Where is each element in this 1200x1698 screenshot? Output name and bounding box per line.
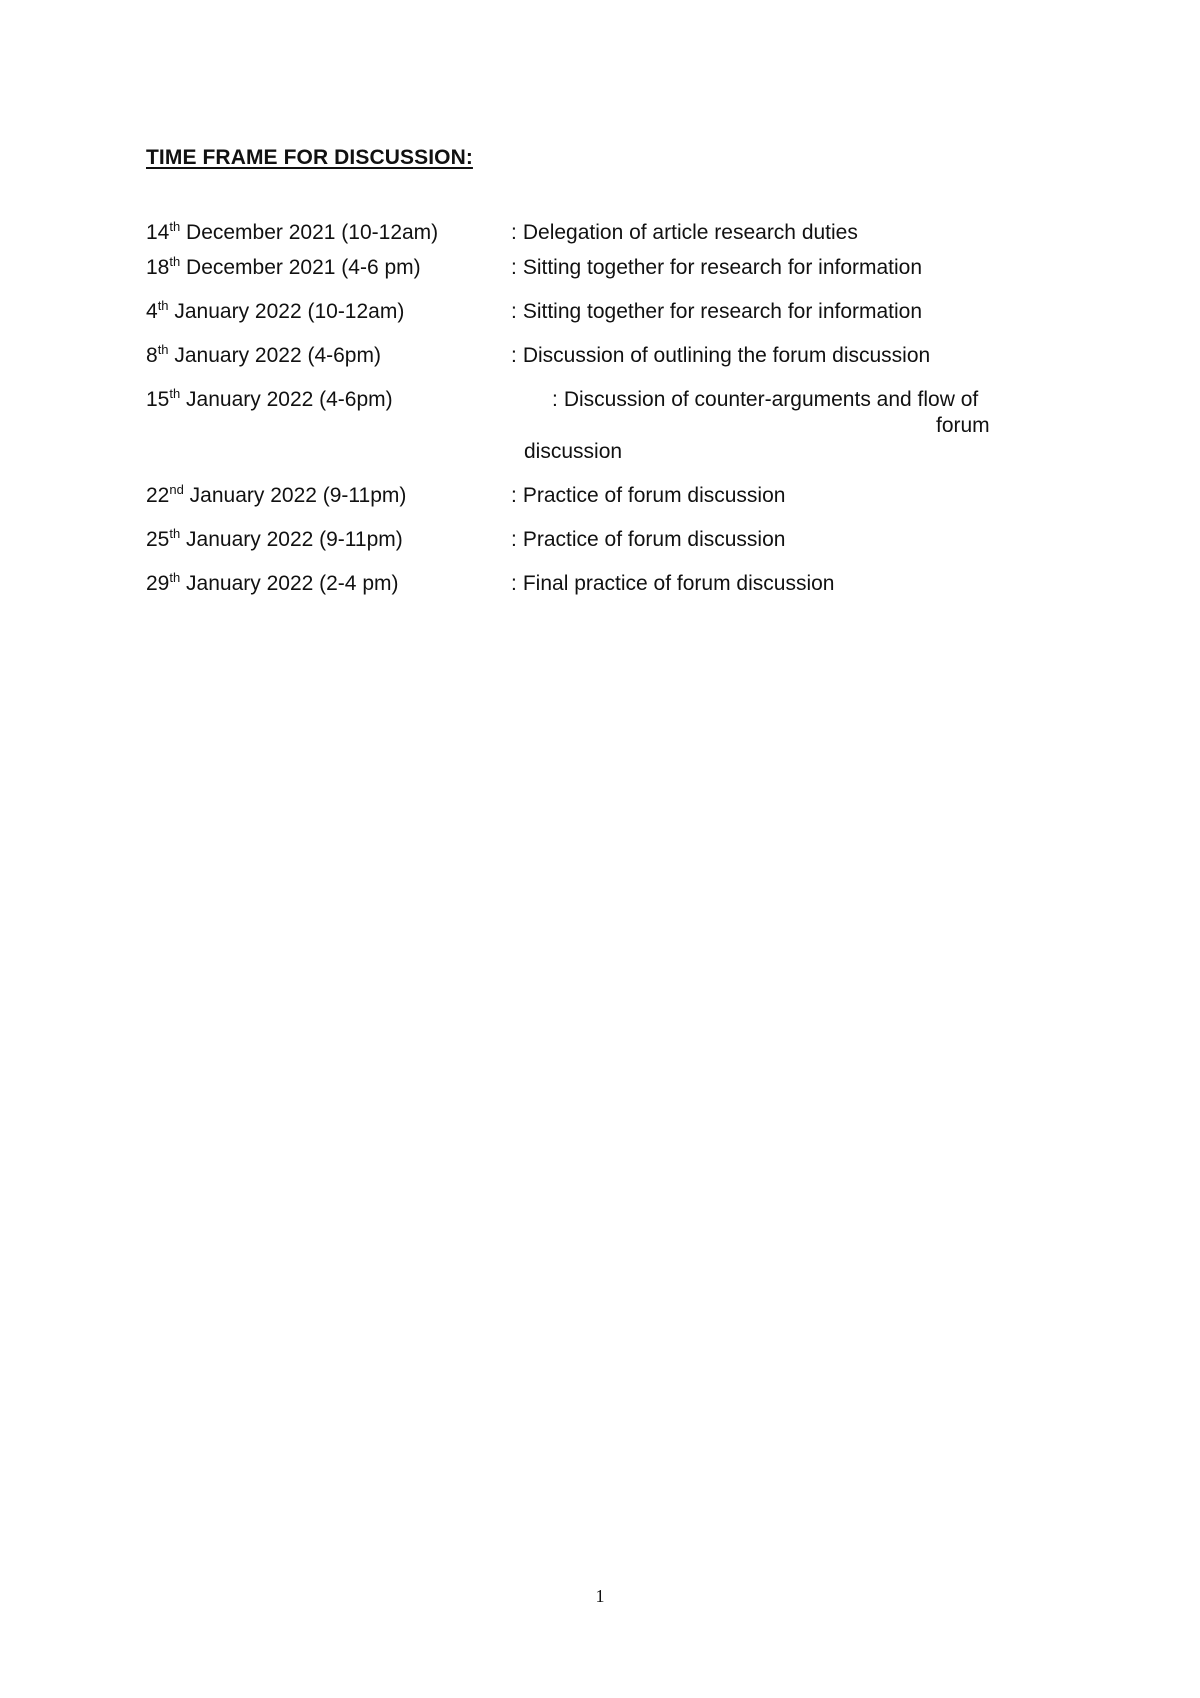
separator: : — [511, 484, 517, 507]
schedule-description: Practice of forum discussion — [522, 528, 786, 551]
schedule-description: Practice of forum discussion — [522, 484, 786, 507]
schedule-date-rest: December 2021 (10-12am) — [180, 221, 439, 244]
schedule-day: 15 — [146, 388, 170, 411]
separator: : — [511, 300, 517, 323]
ordinal-suffix: th — [157, 342, 169, 357]
schedule-date-rest: January 2022 (4-6pm) — [168, 344, 381, 367]
document-heading: TIME FRAME FOR DISCUSSION: — [146, 146, 473, 169]
separator: : — [511, 572, 517, 595]
schedule-day: 29 — [146, 572, 170, 595]
schedule-description-line-2: forum — [936, 414, 990, 437]
ordinal-suffix: nd — [169, 482, 184, 497]
schedule-description: Discussion of outlining the forum discussion — [522, 344, 931, 367]
schedule-date-rest: January 2022 (9-11pm) — [183, 484, 407, 507]
schedule-day: 4 — [146, 300, 158, 323]
schedule-row-description — [552, 387, 978, 413]
schedule-description: Sitting together for research for information — [522, 300, 923, 323]
schedule-row-description — [511, 483, 785, 509]
page-number: 1 — [595, 1586, 605, 1606]
schedule-day: 22 — [146, 484, 170, 507]
schedule-row-description — [511, 571, 834, 597]
separator: : — [511, 344, 517, 367]
ordinal-suffix: th — [157, 298, 169, 313]
separator: : — [511, 528, 517, 551]
ordinal-suffix: th — [169, 570, 181, 585]
schedule-description: Sitting together for research for information — [522, 256, 923, 279]
schedule-date-rest: January 2022 (9-11pm) — [180, 528, 403, 551]
ordinal-suffix: th — [169, 526, 181, 541]
schedule-day: 18 — [146, 256, 170, 279]
schedule-day: 14 — [146, 221, 170, 244]
schedule-row-date — [146, 483, 406, 511]
schedule-date-rest: January 2022 (10-12am) — [168, 300, 405, 323]
schedule-description-line-3: discussion — [524, 440, 623, 463]
schedule-description: Delegation of article research duties — [522, 221, 858, 244]
separator: : — [552, 388, 558, 411]
schedule-row-date — [146, 255, 421, 283]
schedule-day: 8 — [146, 344, 158, 367]
ordinal-suffix: th — [169, 254, 181, 269]
schedule-row-date — [146, 387, 393, 415]
schedule-date-rest: January 2022 (4-6pm) — [180, 388, 393, 411]
schedule-row-date — [146, 220, 438, 248]
schedule-row-description — [511, 343, 930, 369]
separator: : — [511, 256, 517, 279]
schedule-date-rest: January 2022 (2-4 pm) — [180, 572, 399, 595]
schedule-row-description — [511, 299, 922, 325]
schedule-row-date — [146, 571, 398, 599]
schedule-row-date — [146, 343, 381, 371]
schedule-description-line-1: Discussion of counter-arguments and flow of — [563, 388, 979, 411]
ordinal-suffix: th — [169, 219, 181, 234]
ordinal-suffix: th — [169, 386, 181, 401]
schedule-row-description — [511, 255, 922, 281]
separator: : — [511, 221, 517, 244]
schedule-row-date — [146, 299, 404, 327]
schedule-date-rest: December 2021 (4-6 pm) — [180, 256, 421, 279]
schedule-day: 25 — [146, 528, 170, 551]
schedule-row-description — [511, 527, 785, 553]
schedule-row-description — [511, 220, 858, 246]
schedule-description: Final practice of forum discussion — [522, 572, 835, 595]
schedule-row-date — [146, 527, 403, 555]
